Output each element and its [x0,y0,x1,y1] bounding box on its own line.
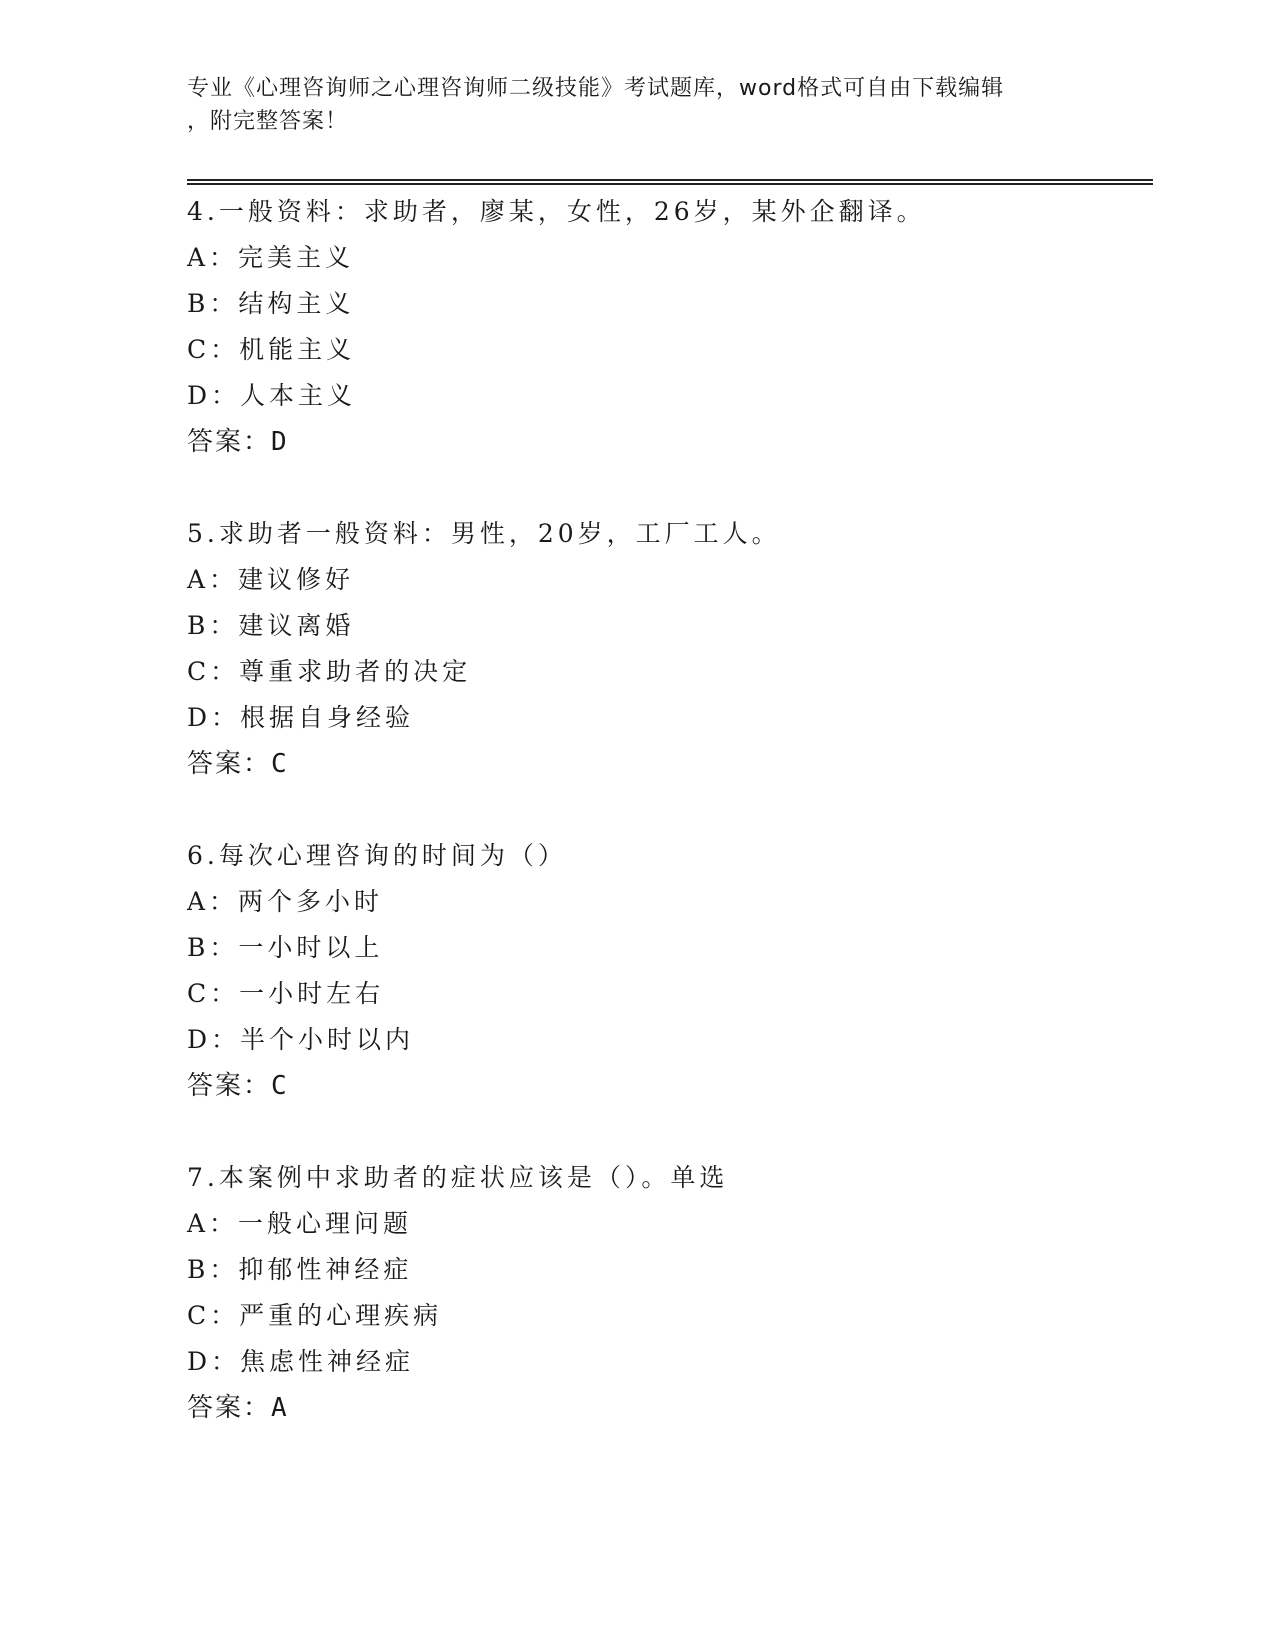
option-a: A：完美主义 [187,243,355,272]
option-d: D：焦虑性神经症 [187,1347,415,1376]
option-a: A：建议修好 [187,565,355,594]
question-list [187,189,1147,1477]
question-4 [187,189,1147,465]
answer-line [187,1063,1147,1109]
option-c: C：严重的心理疾病 [187,1301,443,1330]
header-line-1: 专业《心理咨询师之心理咨询师二级技能》考试题库，word格式可自由下载编辑 [187,76,1005,101]
answer-label: 答案： [187,427,272,457]
answer-label: 答案： [187,1393,272,1423]
header-divider [187,179,1153,185]
option-d: D：半个小时以内 [187,1025,415,1054]
question-7 [187,1155,1147,1431]
header-line-2: ，附完整答案！ [187,109,349,134]
option-b: B：抑郁性神经症 [187,1255,413,1284]
question-5 [187,511,1147,787]
option-d: D：人本主义 [187,381,357,410]
question-stem: 7.本案例中求助者的症状应该是（）。单选 [187,1163,729,1192]
answer-line [187,1385,1147,1431]
answer-value: A [271,1393,287,1423]
option-c: C：一小时左右 [187,979,385,1008]
option-a: A：两个多小时 [187,887,384,916]
question-6 [187,833,1147,1109]
answer-line [187,419,1147,465]
answer-label: 答案： [187,749,272,779]
question-stem: 6.每次心理咨询的时间为（） [187,841,567,870]
answer-label: 答案： [187,1071,272,1101]
option-c: C：尊重求助者的决定 [187,657,472,686]
option-b: B：结构主义 [187,289,355,318]
answer-line [187,741,1147,787]
question-stem: 4.一般资料：求助者，廖某，女性，26岁，某外企翻译。 [187,197,926,226]
option-d: D：根据自身经验 [187,703,415,732]
option-a: A：一般心理问题 [187,1209,413,1238]
option-b: B：建议离婚 [187,611,355,640]
answer-value: C [271,749,287,779]
question-stem: 5.求助者一般资料：男性，20岁，工厂工人。 [187,519,781,548]
answer-value: C [271,1071,287,1101]
option-c: C：机能主义 [187,335,356,364]
answer-value: D [271,427,287,457]
document-header [187,72,1087,138]
option-b: B：一小时以上 [187,933,384,962]
